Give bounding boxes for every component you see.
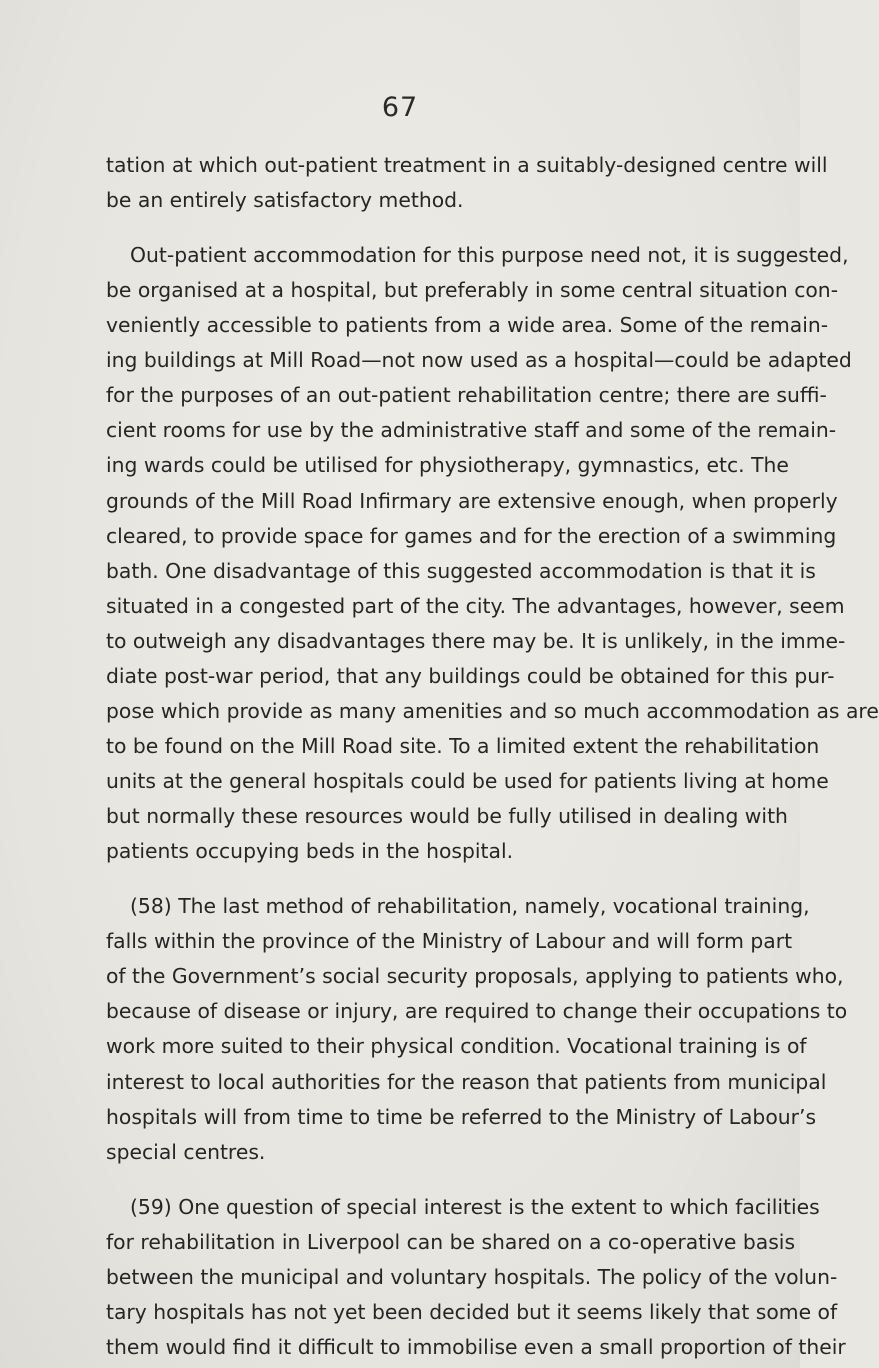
text-line: diate post-war period, that any buildings could be obtained for this pur- (106, 664, 835, 688)
text-line: interest to local authorities for the reason that patients from municipal (106, 1070, 827, 1094)
page-number: 67 (381, 92, 419, 123)
text-line: grounds of the Mill Road Infirmary are extensive enough, when properly (106, 489, 838, 513)
text-line: be organised at a hospital, but preferably in some central situation con- (106, 278, 839, 302)
text-line: of the Government’s social security proposals, applying to patients who, (106, 964, 844, 988)
paragraph-start-line: Out-patient accommodation for this purpose need not, it is suggested, (130, 243, 849, 267)
text-line: hospitals will from time to time be referred to the Ministry of Labour’s (106, 1105, 817, 1129)
text-line: between the municipal and voluntary hospitals. The policy of the volun- (106, 1265, 838, 1289)
text-line: ing buildings at Mill Road—not now used as a hospital—could be adapted (106, 348, 852, 372)
text-line: special centres. (106, 1140, 266, 1164)
text-line: pose which provide as many amenities and so much accommodation as are (106, 699, 879, 723)
text-line: units at the general hospitals could be used for patients living at home (106, 769, 829, 793)
text-line: situated in a congested part of the city. The advantages, however, seem (106, 594, 845, 618)
text-line: them would find it difficult to immobilise even a small proportion of their (106, 1335, 846, 1359)
text-line: bath. One disadvantage of this suggested accommodation is that it is (106, 559, 816, 583)
text-line: but normally these resources would be fully utilised in dealing with (106, 804, 788, 828)
text-line: tation at which out-patient treatment in a suitably-designed centre will (106, 153, 828, 177)
text-line: be an entirely satisfactory method. (106, 188, 464, 212)
text-line: veniently accessible to patients from a wide area. Some of the remain- (106, 313, 829, 337)
text-line: ing wards could be utilised for physiotherapy, gymnastics, etc. The (106, 453, 789, 477)
paragraph-start-line: (58) The last method of rehabilitation, namely, vocational training, (130, 894, 810, 918)
text-line: for the purposes of an out-patient rehabilitation centre; there are suffi- (106, 383, 827, 407)
text-line: because of disease or injury, are required to change their occupations to (106, 999, 848, 1023)
text-line: cleared, to provide space for games and for the erection of a swimming (106, 524, 837, 548)
text-line: work more suited to their physical condition. Vocational training is of (106, 1034, 807, 1058)
text-line: cient rooms for use by the administrative staff and some of the remain- (106, 418, 837, 442)
paragraph-start-line: (59) One question of special interest is the extent to which facilities (130, 1195, 820, 1219)
text-line: for rehabilitation in Liverpool can be shared on a co-operative basis (106, 1230, 796, 1254)
text-line: to outweigh any disadvantages there may be. It is unlikely, in the imme- (106, 629, 846, 653)
text-line: patients occupying beds in the hospital. (106, 839, 514, 863)
text-line: tary hospitals has not yet been decided but it seems likely that some of (106, 1300, 838, 1324)
text-line: falls within the province of the Ministry of Labour and will form part (106, 929, 793, 953)
text-line: to be found on the Mill Road site. To a limited extent the rehabilitation (106, 734, 820, 758)
